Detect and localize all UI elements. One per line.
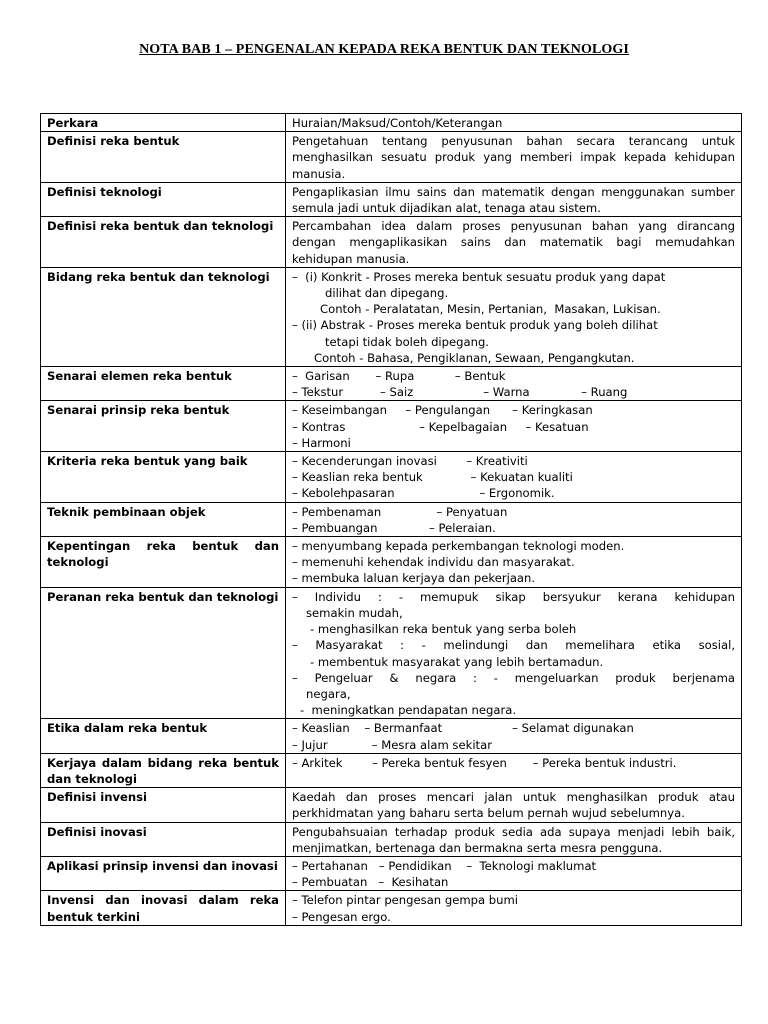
table-row — [41, 822, 742, 856]
row-description — [286, 719, 742, 753]
description-line: – Jujur – Mesra alam sekitar — [292, 737, 492, 752]
table-row — [41, 182, 742, 216]
row-topic: Definisi teknologi — [41, 182, 286, 216]
description-line: – Keseimbangan – Pengulangan – Keringkasan — [292, 403, 593, 418]
row-description: Kaedah dan proses mencari jalan untuk menghasilkan produk atau perkhidmatan yang baharu serta belum pernah wujud sebelumnya. — [286, 788, 742, 822]
row-topic: Teknik pembinaan objek — [41, 502, 286, 536]
table-row — [41, 452, 742, 503]
description-line: – Garisan – Rupa – Bentuk — [292, 369, 506, 384]
row-topic: Senarai prinsip reka bentuk — [41, 401, 286, 452]
header-huraian: Huraian/Maksud/Contoh/Keterangan — [286, 114, 742, 132]
document-title: NOTA BAB 1 – PENGENALAN KEPADA REKA BENTUK DAN TEKNOLOGI — [139, 42, 629, 57]
row-topic: Bidang reka bentuk dan teknologi — [41, 267, 286, 366]
row-description — [286, 537, 742, 588]
description-line: tetapi tidak boleh dipegang. — [325, 334, 489, 349]
description-line: Contoh - Bahasa, Pengiklanan, Sewaan, Pengangkutan. — [314, 350, 635, 365]
table-row — [41, 367, 742, 401]
table-row — [41, 856, 742, 890]
description-line: - menghasilkan reka bentuk yang serba boleh — [310, 622, 577, 637]
description-line: – Arkitek – Pereka bentuk fesyen – Pereka bentuk industri. — [292, 755, 677, 770]
description-line: – membuka laluan kerjaya dan pekerjaan. — [292, 571, 536, 586]
description-line: – Pertahanan – Pendidikan – Teknologi maklumat — [292, 858, 597, 873]
row-topic: Invensi dan inovasi dalam reka bentuk terkini — [41, 891, 286, 925]
row-description — [286, 267, 742, 366]
row-description — [286, 856, 742, 890]
table-row — [41, 502, 742, 536]
description-line: – Tekstur – Saiz – Warna – Ruang — [292, 385, 628, 400]
description-line: – Kebolehpasaran – Ergonomik. — [292, 486, 555, 501]
description-line: – Telefon pintar pengesan gempa bumi — [292, 893, 518, 908]
row-topic: Definisi invensi — [41, 788, 286, 822]
description-line: semakin mudah, — [306, 605, 403, 620]
description-line: – Pengeluar & negara : - mengeluarkan produk berjenama — [292, 670, 735, 685]
row-description: Pengubahsuaian terhadap produk sedia ada supaya menjadi lebih baik, menjimatkan, bertenaga dan bermakna serta mesra pengguna. — [286, 822, 742, 856]
row-description — [286, 587, 742, 719]
description-line: – Masyarakat : - melindungi dan memelihara etika sosial, — [292, 638, 735, 653]
row-topic: Senarai elemen reka bentuk — [41, 367, 286, 401]
row-topic: Etika dalam reka bentuk — [41, 719, 286, 753]
row-topic: Kerjaya dalam bidang reka bentuk dan teknologi — [41, 753, 286, 787]
row-description — [286, 452, 742, 503]
description-line: – Kecenderungan inovasi – Kreativiti — [292, 454, 528, 469]
table-header-row — [41, 114, 742, 132]
description-line: - membentuk masyarakat yang lebih bertamadun. — [310, 654, 604, 669]
row-description — [286, 401, 742, 452]
description-line: - meningkatkan pendapatan negara. — [300, 703, 517, 718]
description-line: – (i) Konkrit - Proses mereka bentuk sesuatu produk yang dapat — [292, 269, 666, 284]
row-description: Percambahan idea dalam proses penyusunan bahan yang dirancang dengan mengaplikasikan sains dan matematik bagi memudahkan kehidupan manusia. — [286, 217, 742, 268]
row-topic: Aplikasi prinsip invensi dan inovasi — [41, 856, 286, 890]
description-line: – Pembuangan – Peleraian. — [292, 520, 496, 535]
description-line: – Harmoni — [292, 435, 351, 450]
notes-table — [40, 113, 742, 926]
table-row — [41, 719, 742, 753]
row-topic: Peranan reka bentuk dan teknologi — [41, 587, 286, 719]
description-line: – Kontras – Kepelbagaian – Kesatuan — [292, 419, 589, 434]
row-topic: Definisi reka bentuk dan teknologi — [41, 217, 286, 268]
row-description: Pengetahuan tentang penyusunan bahan secara terancang untuk menghasilkan sesuatu produk yang memberi impak kepada kehidupan manusia. — [286, 132, 742, 183]
row-topic: Kepentingan reka bentuk dan teknologi — [41, 537, 286, 588]
description-line: – menyumbang kepada perkembangan teknologi moden. — [292, 539, 625, 554]
row-description — [286, 891, 742, 925]
table-row — [41, 753, 742, 787]
row-description — [286, 367, 742, 401]
table-row — [41, 587, 742, 719]
description-line: – Keaslian – Bermanfaat – Selamat digunakan — [292, 721, 634, 736]
description-line: – Keaslian reka bentuk – Kekuatan kualiti — [292, 470, 573, 485]
table-row — [41, 217, 742, 268]
table-row — [41, 267, 742, 366]
row-topic: Definisi inovasi — [41, 822, 286, 856]
description-line: – Individu : - memupuk sikap bersyukur kerana kehidupan — [292, 589, 735, 604]
description-line: negara, — [306, 686, 351, 701]
table-row — [41, 401, 742, 452]
description-line: – Pembuatan – Kesihatan — [292, 875, 449, 890]
description-line: – Pengesan ergo. — [292, 909, 391, 924]
description-line: – memenuhi kehendak individu dan masyarakat. — [292, 555, 575, 570]
row-topic: Definisi reka bentuk — [41, 132, 286, 183]
table-row — [41, 891, 742, 925]
header-perkara: Perkara — [41, 114, 286, 132]
table-row — [41, 788, 742, 822]
description-line: dilihat dan dipegang. — [325, 286, 449, 301]
row-description: Pengaplikasian ilmu sains dan matematik dengan menggunakan sumber semula jadi untuk dijadikan alat, tenaga atau sistem. — [286, 182, 742, 216]
description-line: – (ii) Abstrak - Proses mereka bentuk produk yang boleh dilihat — [292, 318, 658, 333]
description-line: – Pembenaman – Penyatuan — [292, 504, 508, 519]
row-description — [286, 753, 742, 787]
row-topic: Kriteria reka bentuk yang baik — [41, 452, 286, 503]
table-row — [41, 537, 742, 588]
table-row — [41, 132, 742, 183]
row-description — [286, 502, 742, 536]
description-line: Contoh - Peralatatan, Mesin, Pertanian, Masakan, Lukisan. — [320, 302, 661, 317]
